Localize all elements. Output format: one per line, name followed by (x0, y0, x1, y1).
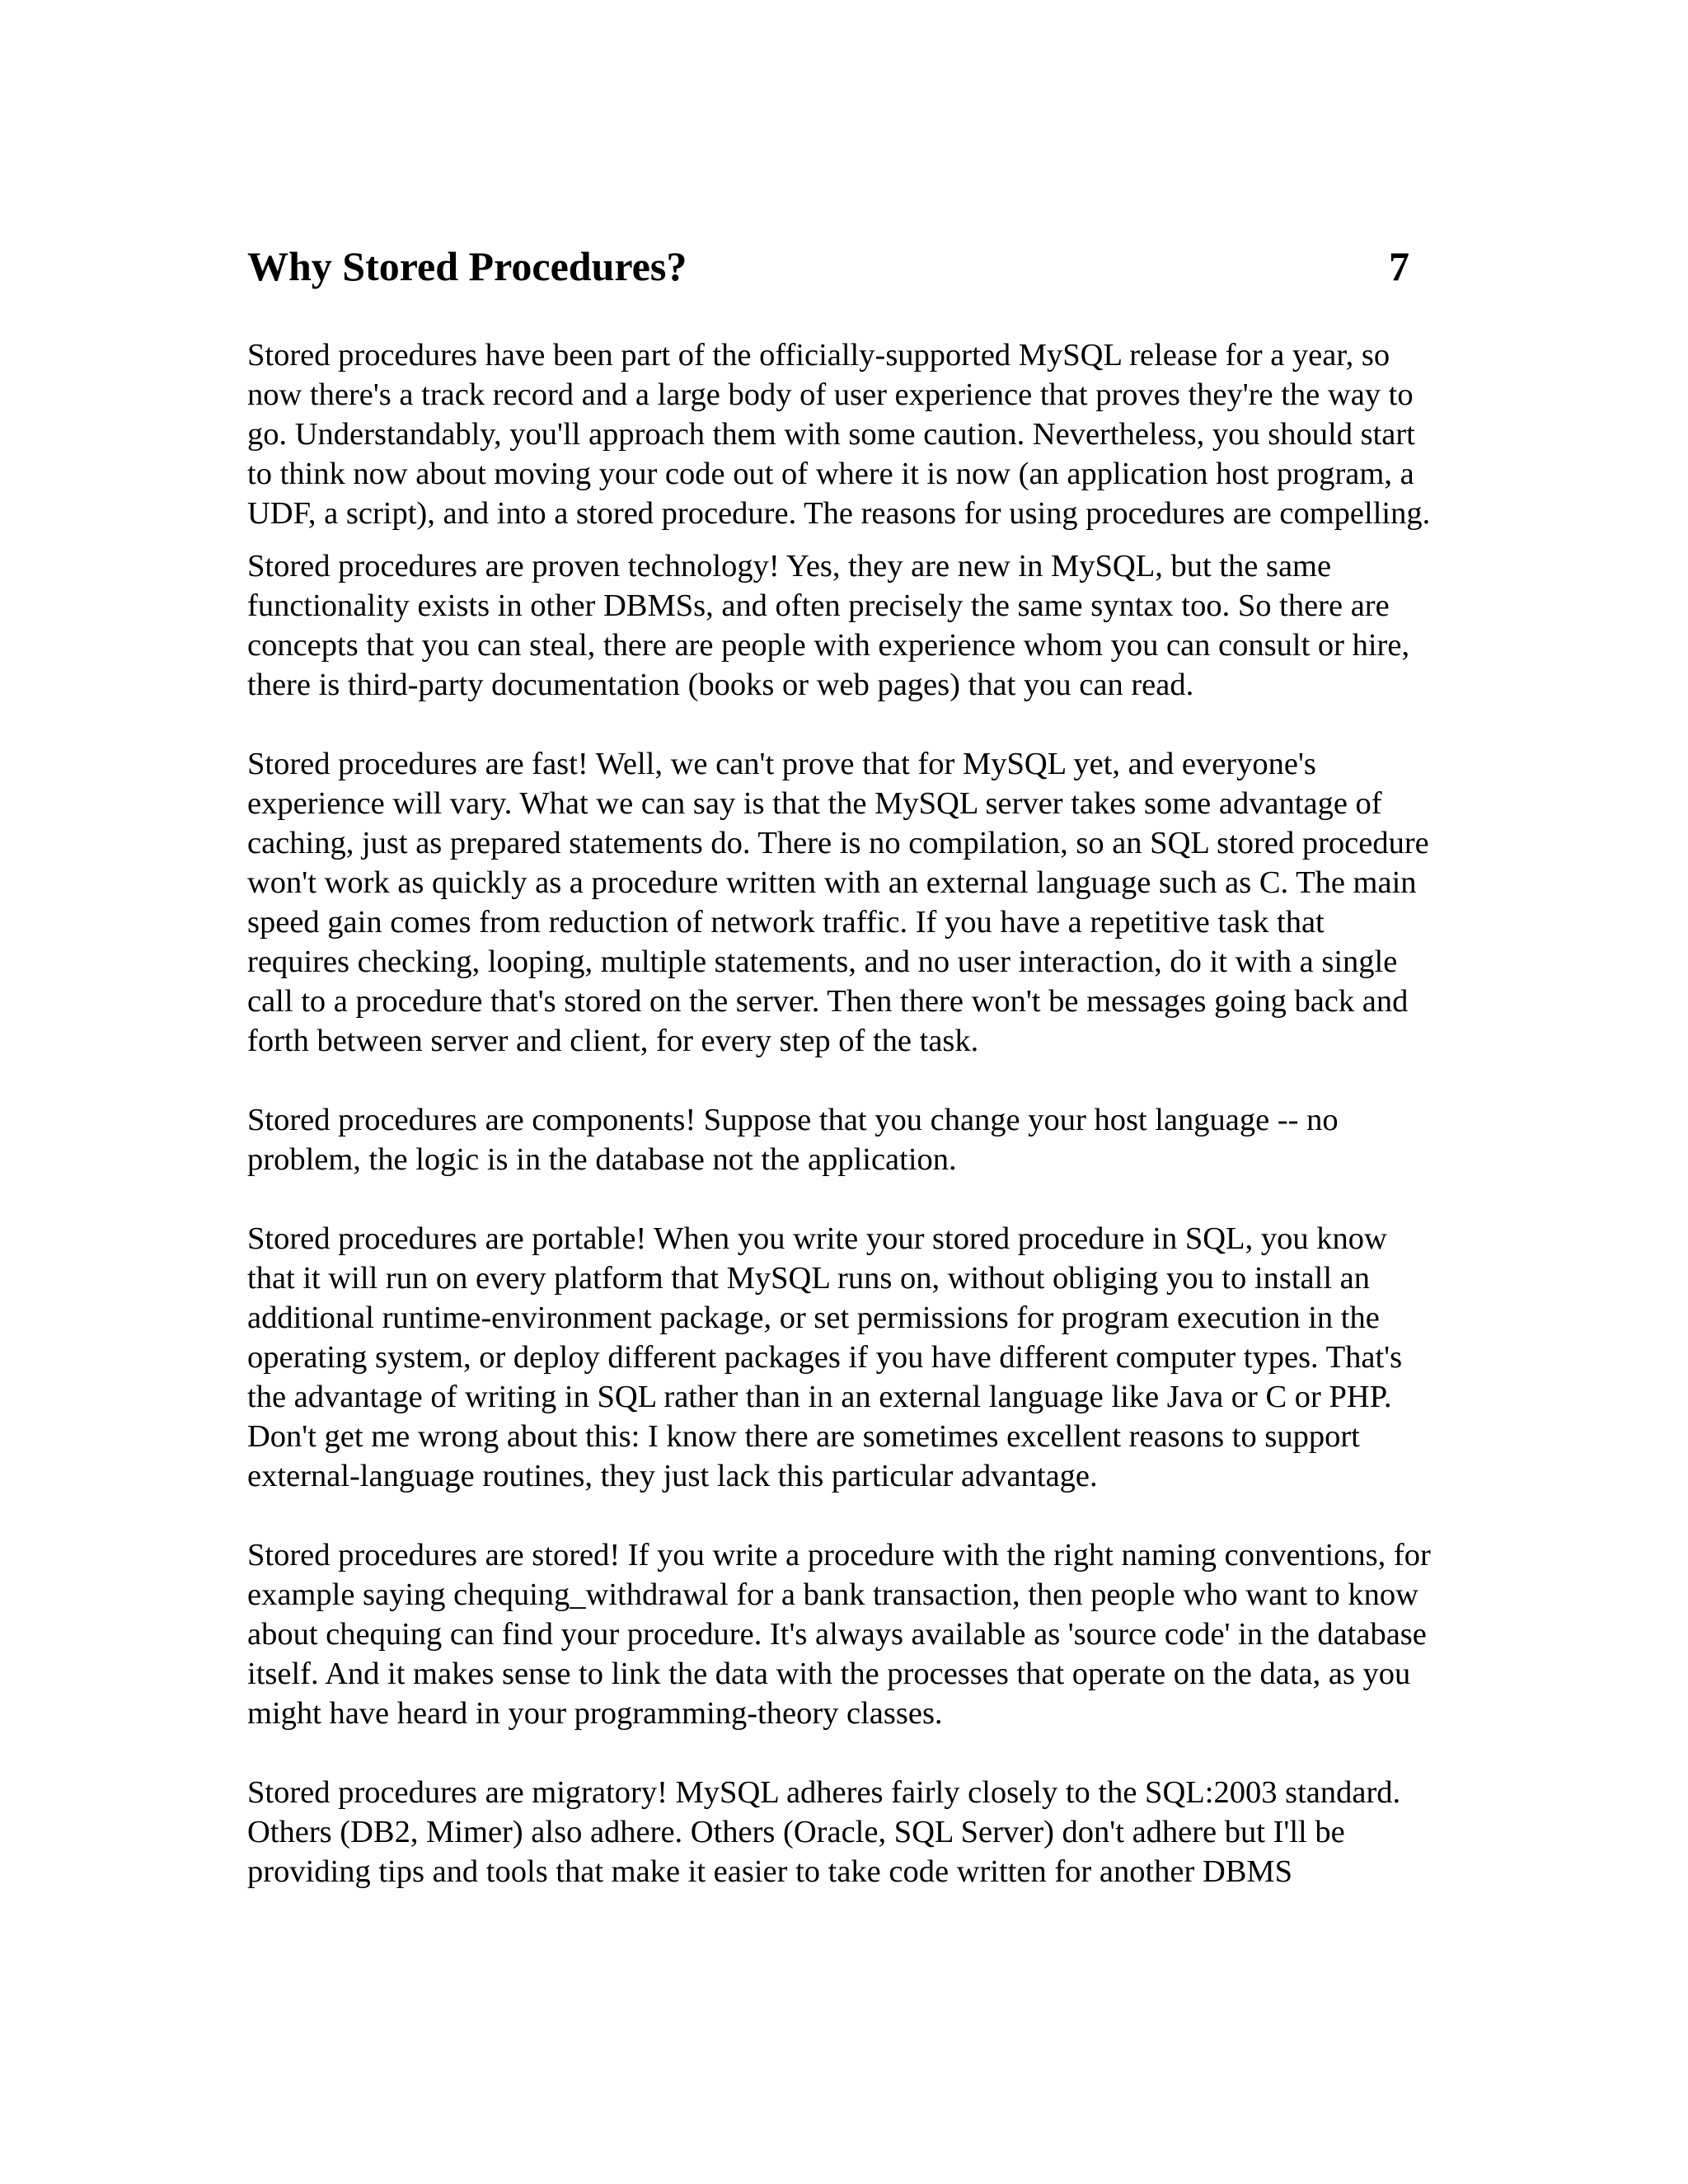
page-title: Why Stored Procedures? (247, 243, 687, 289)
paragraph-intro: Stored procedures have been part of the officially-supported MySQL release for a year, so now there's a track record and a large body of user experience that proves they're the way to go. Understandably, you'll approach them with some caution. Nevertheless, you should start to think now about moving your code out of where it is now (an application host program, a UDF, a script), and into a stored procedure. The reasons for using procedures are compelling. (247, 338, 1431, 531)
paragraph-stored: Stored procedures are stored! If you write a procedure with the right naming conventions, for example saying chequing_withdrawal for a bank transaction, then people who want to know about chequing can find your procedure. It's always available as 'source code' in the database itself. And it makes sense to link the data with the processes that operate on the data, as you might have heard in your programming-theory classes. (247, 1538, 1431, 1731)
page-header (247, 237, 1418, 295)
body-text (247, 335, 1434, 1891)
paragraph-proven-technology: Stored procedures are proven technology! Yes, they are new in MySQL, but the same functionality exists in other DBMSs, and often precisely the same syntax too. So there are concepts that you can steal, there are people with experience whom you can consult or hire, there is third-party documentation (books or web pages) that you can read. (247, 549, 1410, 702)
paragraph-migratory: Stored procedures are migratory! MySQL adheres fairly closely to the SQL:2003 standard. Others (DB2, Mimer) also adhere. Others (Oracle, SQL Server) don't adhere but I'll be providing tips and tools that make it easier to take code written for another DBMS (247, 1775, 1401, 1889)
paragraph-fast: Stored procedures are fast! Well, we can't prove that for MySQL yet, and everyone's experience will vary. What we can say is that the MySQL server takes some advantage of caching, just as prepared statements do. There is no compilation, so an SQL stored procedure won't work as quickly as a procedure written with an external language such as C. The main speed gain comes from reduction of network traffic. If you have a repetitive task that requires checking, looping, multiple statements, and no user interaction, do it with a single call to a procedure that's stored on the server. Then there won't be messages going back and forth between server and client, for every step of the task. (247, 747, 1429, 1058)
paragraph-components: Stored procedures are components! Suppose that you change your host language -- no problem, the logic is in the database not the application. (247, 1103, 1339, 1177)
paragraph-portable: Stored procedures are portable! When you write your stored procedure in SQL, you know that it will run on every platform that MySQL runs on, without obliging you to install an additional runtime-environment package, or set permissions for program execution in the operating system, or deploy different packages if you have different computer types. That's the advantage of writing in SQL rather than in an external language like Java or C or PHP. Don't get me wrong about this: I know there are sometimes excellent reasons to support external-language routines, they just lack this particular advantage. (247, 1221, 1403, 1493)
page-number: 7 (1389, 243, 1409, 289)
